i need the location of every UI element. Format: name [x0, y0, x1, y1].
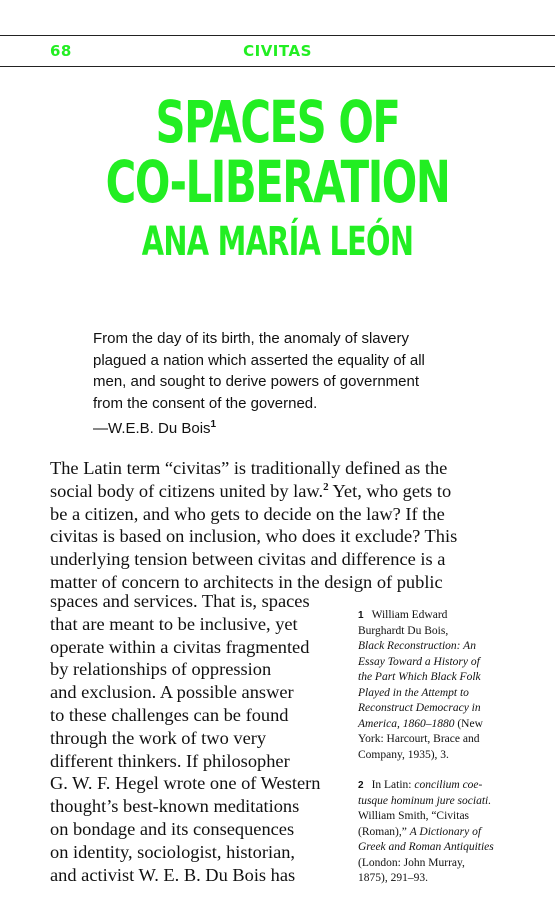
footnote-italic: A Dictionary of: [409, 825, 482, 838]
body-line: operate within a civitas fragmented: [50, 636, 310, 657]
body-line: by relationships of oppression: [50, 659, 272, 680]
footnote-line: [358, 717, 498, 733]
body-line: on bondage and its consequences: [50, 818, 295, 839]
article-title-line-2: CO-LIBERATION: [105, 148, 450, 216]
epigraph: [93, 328, 493, 440]
footnote-text: In Latin:: [371, 779, 415, 791]
body-line: underlying tension between civitas and difference is a: [50, 549, 446, 570]
body-paragraph-full-width: [50, 457, 480, 594]
body-paragraph-narrow-column: [50, 590, 330, 886]
footnote-italic: Greek and Roman Antiquities: [358, 841, 494, 853]
footnote-italic: Reconstruct Democracy in: [358, 702, 481, 714]
footnote-line: [358, 840, 498, 856]
body-line: The Latin term “civitas” is traditionally defined as the: [50, 458, 448, 478]
header-rule: [0, 66, 555, 67]
footnote-italic: Black Reconstruction: An: [358, 640, 476, 652]
body-line: be a citizen, and who gets to decide on the law? If the: [50, 503, 445, 524]
page-number: 68: [50, 42, 72, 60]
footnote-number: 1: [358, 610, 364, 621]
epigraph-author: —W.E.B. Du Bois: [93, 420, 211, 438]
sidenotes: [358, 608, 498, 902]
footnote-line: [358, 794, 498, 810]
footnote-text: William Edward: [371, 609, 448, 621]
footnote-line: (London: John Murray,: [358, 856, 465, 869]
footnote-text: (Roman),”: [358, 825, 410, 838]
running-header: [0, 40, 555, 62]
footnote-line: [358, 655, 498, 671]
footnote-line: [358, 778, 498, 794]
footnote-text: (New: [454, 717, 483, 730]
body-line: and activist W. E. B. Du Bois has: [50, 864, 296, 885]
body-line: G. W. F. Hegel wrote one of Western: [50, 773, 321, 794]
epigraph-line: men, and sought to derive powers of government: [93, 373, 420, 391]
footnote-italic: tusque hominum jure sociati.: [358, 794, 492, 807]
footnote-number: 2: [358, 780, 364, 791]
body-line: matter of concern to architects in the design of public: [50, 571, 443, 592]
article-author: ANA MARÍA LEÓN: [141, 219, 414, 265]
body-line: and exclusion. A possible answer: [50, 682, 294, 703]
footnote-2: [358, 778, 498, 887]
footnote-line: [358, 639, 498, 655]
body-line: through the work of two very: [50, 727, 267, 748]
footnote-line: 1875), 291–93.: [358, 872, 428, 884]
footnote-ref-2: 2: [323, 480, 329, 493]
footnote-italic: America, 1860–1880: [358, 717, 455, 730]
footnote-italic: Played in the Attempt to: [358, 686, 469, 699]
body-line: different thinkers. If philosopher: [50, 750, 290, 771]
footnote-line: [358, 608, 498, 624]
footnote-line: [358, 670, 498, 686]
body-line: to these challenges can be found: [50, 704, 289, 725]
section-name: CIVITAS: [243, 42, 312, 60]
article-title-block: [0, 88, 555, 265]
body-line: [50, 480, 480, 503]
footnote-line: [358, 825, 498, 841]
article-title-line-1: SPACES OF: [155, 88, 400, 156]
body-line-text: social body of citizens united by law.: [50, 480, 324, 501]
footnote-ref-1: 1: [210, 419, 217, 431]
footnote-line: [358, 701, 498, 717]
body-line: thought’s best-known meditations: [50, 796, 300, 817]
footnote-line: York: Harcourt, Brace and: [358, 733, 480, 745]
body-line-text: Yet, who gets to: [328, 480, 452, 501]
footnote-line: Company, 1935), 3.: [358, 748, 449, 761]
footnote-1: [358, 608, 498, 763]
epigraph-attribution: [93, 414, 493, 440]
footnote-line: William Smith, “Civitas: [358, 810, 470, 822]
body-line: on identity, sociologist, historian,: [50, 841, 296, 862]
epigraph-line: from the consent of the governed.: [93, 394, 318, 412]
footnote-italic: Essay Toward a History of: [358, 655, 480, 668]
top-rule: [0, 35, 555, 36]
footnote-line: Burghardt Du Bois,: [358, 624, 449, 637]
footnote-italic: concilium coe-: [414, 779, 483, 791]
epigraph-line: From the day of its birth, the anomaly of slavery: [93, 330, 409, 347]
footnote-italic: the Part Which Black Folk: [358, 671, 481, 683]
body-line: spaces and services. That is, spaces: [50, 591, 310, 611]
epigraph-line: plagued a nation which asserted the equality of all: [93, 351, 425, 369]
body-line: that are meant to be inclusive, yet: [50, 613, 298, 634]
footnote-line: [358, 686, 498, 702]
body-line: civitas is based on inclusion, who does it exclude? This: [50, 526, 458, 547]
